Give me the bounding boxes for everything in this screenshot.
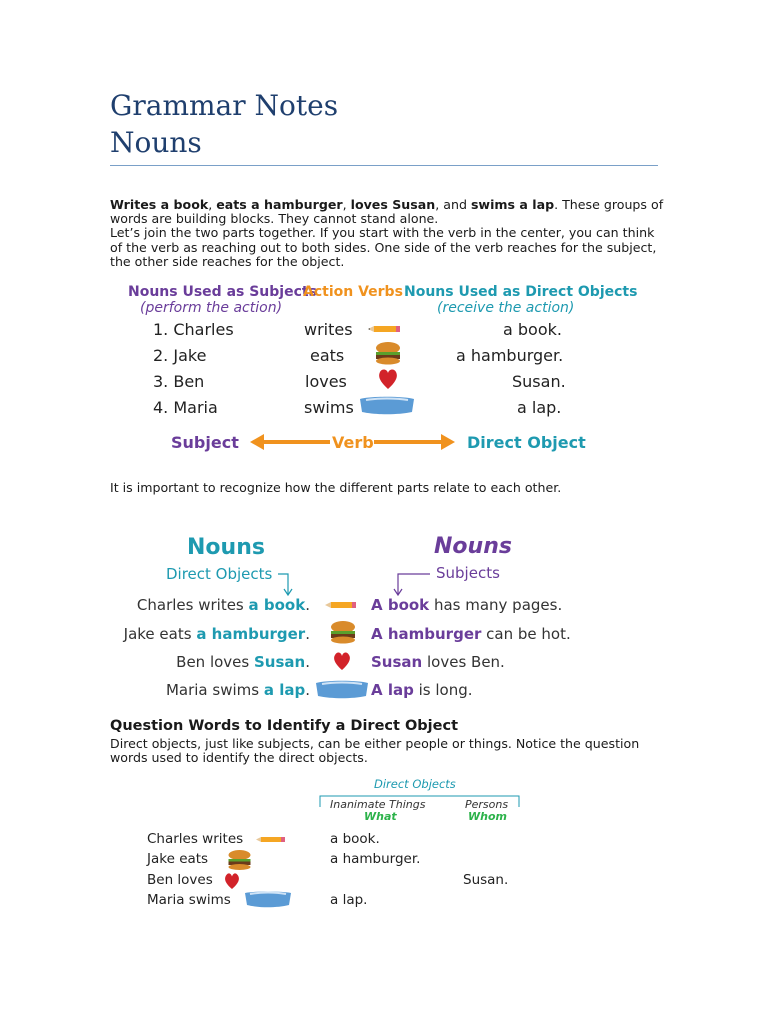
fig2-right-subj-2: A hamburger xyxy=(371,625,482,643)
relation-note: It is important to recognize how the different parts relate to each other. xyxy=(110,480,562,495)
down-arrow-icon-right xyxy=(388,572,432,598)
fig3-thing-1: a book. xyxy=(330,831,380,847)
section-paragraph: Direct objects, just like subjects, can be either people or things. Notice the question words used to identify the direct objects. xyxy=(110,736,640,766)
fig1-objects-subheading: (receive the action) xyxy=(437,300,575,316)
intro-bold-4: swims a lap xyxy=(470,197,555,212)
intro-sep-2: , xyxy=(342,197,351,212)
fig2-right-row-2 xyxy=(371,625,571,643)
intro-sep-3: , and xyxy=(435,197,471,212)
heart-icon xyxy=(332,650,352,672)
fig3-left-1: Charles writes xyxy=(147,831,244,847)
pencil-icon xyxy=(325,600,357,610)
fig2-right-row-4 xyxy=(371,681,473,699)
hamburger-icon xyxy=(329,620,357,644)
fig2-right-row-1 xyxy=(371,596,562,614)
fig1-verb-3: loves xyxy=(305,372,347,391)
fig1-subject-3: 3. Ben xyxy=(153,372,205,391)
fig2-left-post-3: . xyxy=(305,653,310,671)
heart-icon xyxy=(377,367,399,391)
fig3-thing-4: a lap. xyxy=(330,892,368,908)
intro-sep-1: , xyxy=(208,197,217,212)
fig3-person-3: Susan. xyxy=(463,872,509,888)
fig1-verb-4: swims xyxy=(304,398,354,417)
fig2-right-tail-2: can be hot. xyxy=(486,625,571,643)
fig2-left-post-1: . xyxy=(305,596,310,614)
fig2-right-subj-3: Susan xyxy=(371,653,423,671)
fig1-object-4: a lap. xyxy=(517,398,562,417)
fig2-left-obj-1: a book xyxy=(248,596,306,614)
fig2-left-pre-3: Ben loves xyxy=(176,653,250,671)
pool-icon xyxy=(358,394,416,416)
pool-icon xyxy=(314,678,370,700)
fig3-title: Direct Objects xyxy=(374,777,456,791)
fig2-left-title: Nouns xyxy=(187,535,265,560)
fig1-subjects-subheading: (perform the action) xyxy=(140,300,283,316)
fig3-left-2: Jake eats xyxy=(147,851,209,867)
fig2-left-subtitle: Direct Objects xyxy=(166,565,273,583)
hamburger-icon xyxy=(374,341,402,365)
title-divider xyxy=(110,165,658,166)
fig1-objects-heading: Nouns Used as Direct Objects xyxy=(404,284,638,300)
heart-icon xyxy=(223,871,241,891)
pool-icon xyxy=(243,889,293,909)
fig1-subject-1: 1. Charles xyxy=(153,320,234,339)
page-subtitle: Nouns xyxy=(110,126,202,159)
fig1-object-2: a hamburger. xyxy=(456,346,564,365)
fig1-subject-2: 2. Jake xyxy=(153,346,207,365)
fig1-label-verb: Verb xyxy=(332,433,374,452)
fig2-left-post-2: . xyxy=(305,625,310,643)
fig1-subjects-heading: Nouns Used as Subjects xyxy=(128,284,317,300)
fig2-left-row-1 xyxy=(137,596,310,614)
page-title: Grammar Notes xyxy=(110,89,339,122)
fig2-right-tail-1: has many pages. xyxy=(433,596,563,614)
fig1-object-3: Susan. xyxy=(512,372,566,391)
fig3-col2-label: Persons xyxy=(465,798,509,811)
section-heading: Question Words to Identify a Direct Object xyxy=(110,718,459,734)
fig1-verbs-heading: Action Verbs xyxy=(303,284,403,300)
fig3-col1-question: What xyxy=(364,810,397,823)
intro-paragraph-2: Let’s join the two parts together. If you start with the verb in the center, you can think of the verb as reaching out to both sides. One side of the verb reaches for the subject, the other side reaches for the object. xyxy=(110,225,657,269)
fig2-left-pre-4: Maria swims xyxy=(165,681,260,699)
fig2-right-subj-1: A book xyxy=(371,596,430,614)
hamburger-icon xyxy=(227,849,252,870)
intro-bold-1: Writes a book xyxy=(110,197,209,212)
fig2-left-row-4 xyxy=(166,681,310,699)
fig1-object-1: a book. xyxy=(503,320,562,339)
pencil-icon xyxy=(256,835,286,844)
fig3-left-3: Ben loves xyxy=(147,872,213,888)
fig2-left-pre-2: Jake eats xyxy=(123,625,192,643)
pencil-icon xyxy=(368,324,402,334)
fig2-left-pre-1: Charles writes xyxy=(136,596,244,614)
intro-bold-2: eats a hamburger xyxy=(216,197,343,212)
fig2-left-row-3 xyxy=(176,653,310,671)
fig2-right-subj-4: A lap xyxy=(371,681,414,699)
fig2-left-post-4: . xyxy=(305,681,310,699)
intro-paragraph xyxy=(110,198,670,269)
fig1-verb-2: eats xyxy=(310,346,345,365)
fig2-right-row-3 xyxy=(371,653,505,671)
fig1-verb-1: writes xyxy=(304,320,353,339)
fig1-subject-4: 4. Maria xyxy=(153,398,218,417)
fig2-right-tail-4: is long. xyxy=(418,681,473,699)
fig1-label-object: Direct Object xyxy=(467,433,586,452)
fig2-left-obj-4: a lap xyxy=(263,681,306,699)
fig2-right-title: Nouns xyxy=(434,534,512,559)
fig3-left-4: Maria swims xyxy=(147,892,231,908)
fig2-right-tail-3: loves Ben. xyxy=(427,653,505,671)
fig1-label-subject: Subject xyxy=(171,433,239,452)
intro-rest: . These groups of words are building blocks. They cannot stand alone. xyxy=(110,197,664,227)
fig2-left-obj-2: a hamburger xyxy=(196,625,306,643)
fig2-right-subtitle: Subjects xyxy=(436,564,500,582)
fig3-thing-2: a hamburger. xyxy=(330,851,421,867)
intro-bold-3: loves Susan xyxy=(350,197,436,212)
down-arrow-icon-left xyxy=(277,572,293,598)
fig2-left-row-2 xyxy=(124,625,310,643)
fig3-col1-label: Inanimate Things xyxy=(330,798,426,811)
fig2-left-obj-3: Susan xyxy=(254,653,306,671)
fig3-col2-question: Whom xyxy=(468,810,507,823)
